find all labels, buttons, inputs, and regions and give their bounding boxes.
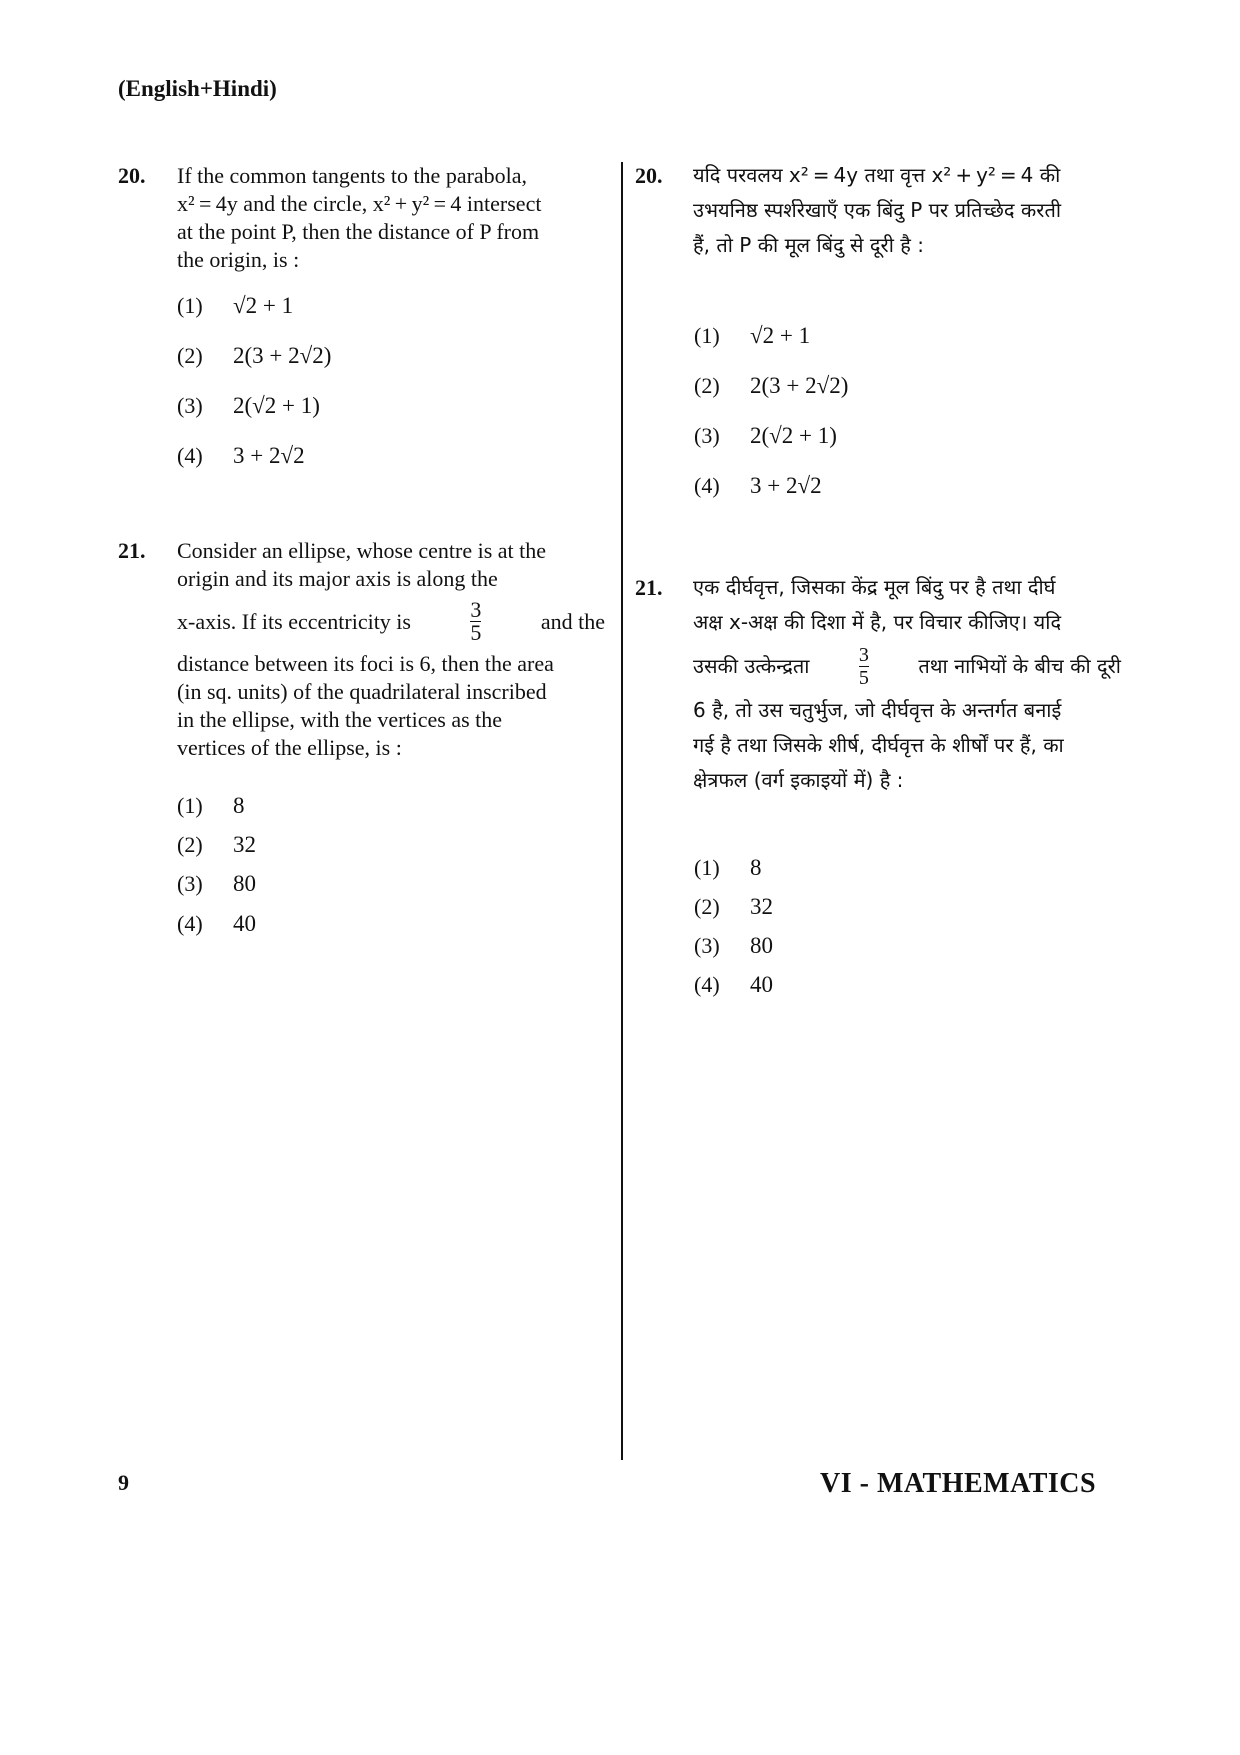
option-number: (4) — [177, 443, 203, 468]
option-value: 32 — [233, 832, 256, 857]
option-value: 8 — [750, 855, 762, 880]
stem-line: x² = 4y and the circle, x² + y² = 4 intersect — [177, 191, 542, 216]
stem-line: origin and its major axis is along the — [177, 566, 498, 591]
stem-line: गई है तथा जिसके शीर्ष, दीर्घवृत्त के शीर्षों पर हैं, का — [693, 733, 1064, 757]
question-number: 21. — [635, 575, 663, 600]
question-number: 20. — [635, 163, 663, 188]
option-number: (2) — [694, 373, 720, 398]
stem-line: अक्ष x-अक्ष की दिशा में है, पर विचार कीजिए। यदि — [693, 610, 1062, 634]
option-number: (4) — [177, 911, 203, 936]
option-number: (3) — [177, 393, 203, 418]
option-number: (3) — [177, 871, 203, 896]
stem-line: vertices of the ellipse, is : — [177, 735, 402, 760]
option-value: 3 + 2√2 — [750, 473, 822, 498]
stem-line: at the point P, then the distance of P from — [177, 219, 540, 244]
option-number: (3) — [694, 423, 720, 448]
option-value: 2(√2 + 1) — [233, 393, 320, 418]
option-value: 3 + 2√2 — [233, 443, 305, 468]
stem-line: in the ellipse, with the vertices as the — [177, 707, 503, 732]
fraction-numerator: 3 — [470, 597, 482, 622]
stem-text: x-axis. If its eccentricity is — [177, 608, 411, 634]
option-number: (1) — [694, 323, 720, 348]
question-number: 20. — [118, 163, 146, 188]
fraction-numerator: 3 — [858, 644, 869, 666]
option-number: (1) — [177, 793, 203, 818]
stem-line: (in sq. units) of the quadrilateral inscribed — [177, 679, 547, 704]
option-number: (1) — [177, 293, 203, 318]
option-value: 80 — [750, 933, 773, 958]
stem-line-with-fraction — [693, 644, 1121, 689]
question-number: 21. — [118, 538, 146, 563]
option-value: 2(√2 + 1) — [750, 423, 837, 448]
option-number: (2) — [177, 343, 203, 368]
stem-line: क्षेत्रफल (वर्ग इकाइयों में) है : — [693, 768, 904, 792]
stem-line: Consider an ellipse, whose centre is at the — [177, 538, 547, 563]
option-number: (3) — [694, 933, 720, 958]
option-value: 80 — [233, 871, 256, 896]
option-value: 40 — [233, 911, 256, 936]
stem-line: distance between its foci is 6, then the area — [177, 651, 554, 676]
fraction-denominator: 5 — [470, 620, 482, 645]
stem-text: तथा नाभियों के बीच की दूरी — [918, 654, 1121, 678]
eccentricity-fraction — [470, 599, 481, 644]
stem-text: and the — [540, 608, 605, 634]
option-value: 32 — [750, 894, 773, 919]
section-title: VI - MATHEMATICS — [820, 1468, 1097, 1499]
stem-line: the origin, is : — [177, 247, 300, 272]
option-number: (2) — [177, 832, 203, 857]
question-stem — [177, 162, 605, 274]
fraction-denominator: 5 — [858, 667, 869, 689]
question-stem — [177, 537, 605, 762]
eccentricity-fraction — [859, 644, 869, 689]
option-number: (4) — [694, 473, 720, 498]
page-number: 9 — [118, 1470, 129, 1495]
column-divider — [621, 162, 623, 1460]
option-value: √2 + 1 — [233, 293, 294, 318]
option-value: √2 + 1 — [750, 323, 811, 348]
stem-line-with-fraction — [177, 599, 605, 644]
question-stem — [693, 570, 1121, 798]
stem-line: 6 है, तो उस चतुर्भुज, जो दीर्घवृत्त के अन्तर्गत बनाई — [693, 698, 1062, 722]
stem-line: हैं, तो P की मूल बिंदु से दूरी है : — [693, 233, 924, 257]
option-number: (2) — [694, 894, 720, 919]
stem-line: एक दीर्घवृत्त, जिसका केंद्र मूल बिंदु पर है तथा दीर्घ — [693, 575, 1056, 599]
option-number: (1) — [694, 855, 720, 880]
stem-line: If the common tangents to the parabola, — [177, 163, 528, 188]
option-number: (4) — [694, 972, 720, 997]
question-stem — [693, 158, 1121, 263]
option-value: 2(3 + 2√2) — [233, 343, 332, 368]
stem-line: यदि परवलय x² = 4y तथा वृत्त x² + y² = 4 की — [693, 163, 1061, 187]
option-value: 2(3 + 2√2) — [750, 373, 849, 398]
stem-text: उसकी उत्केन्द्रता — [693, 654, 810, 678]
option-value: 8 — [233, 793, 245, 818]
page-header: (English+Hindi) — [118, 76, 277, 101]
option-value: 40 — [750, 972, 773, 997]
stem-line: उभयनिष्ठ स्पर्शरेखाएँ एक बिंदु P पर प्रतिच्छेद करती — [693, 198, 1062, 222]
